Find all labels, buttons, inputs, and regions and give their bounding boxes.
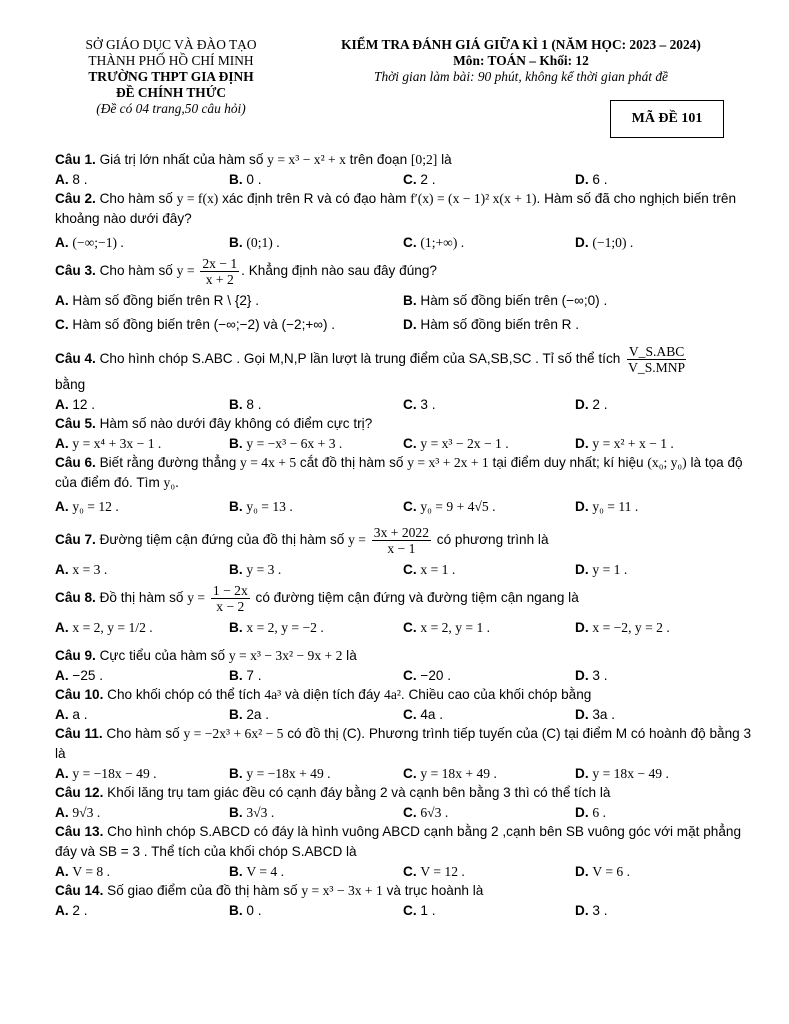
question-number: Câu 7.	[55, 532, 96, 548]
question-number: Câu 14.	[55, 883, 104, 898]
option-d[interactable]	[575, 901, 755, 920]
option-d[interactable]	[575, 618, 755, 637]
pages-note: (Đề có 04 trang,50 câu hỏi)	[96, 101, 246, 116]
option-label: A.	[55, 668, 69, 683]
option-label: D.	[575, 562, 589, 577]
option-a[interactable]	[55, 862, 229, 881]
math-expr: y =	[176, 263, 195, 279]
option-label: A.	[55, 766, 69, 781]
option-label: D.	[575, 235, 589, 250]
stem-text: tại điểm duy nhất; kí hiệu	[488, 455, 648, 470]
option-d[interactable]	[575, 170, 755, 189]
option-label: A.	[55, 562, 69, 577]
option-c[interactable]	[403, 434, 575, 453]
option-label: C.	[403, 172, 417, 187]
option-text: x = 3 .	[72, 562, 108, 577]
option-c[interactable]	[403, 705, 575, 724]
option-text: 3a .	[592, 707, 616, 722]
option-text: 0 .	[246, 172, 262, 187]
option-text: V = 6 .	[592, 864, 631, 879]
option-text: V = 4 .	[246, 864, 285, 879]
option-label: B.	[229, 903, 243, 918]
option-text: V = 8 .	[72, 864, 111, 879]
question-number: Câu 8.	[55, 590, 96, 606]
option-label: A.	[55, 172, 69, 187]
option-label: B.	[403, 293, 417, 308]
option-text: Hàm số đồng biến trên R .	[420, 317, 580, 332]
option-text: 6√3 .	[420, 805, 449, 820]
question-number: Câu 13.	[55, 824, 104, 839]
stem-text: Cho hàm số	[106, 726, 184, 741]
subject-line: Môn: TOÁN – Khối: 12	[453, 53, 589, 68]
question-4	[55, 344, 755, 414]
option-text: 6 .	[592, 172, 608, 187]
question-number: Câu 5.	[55, 416, 96, 431]
option-b[interactable]	[229, 803, 403, 822]
question-3	[55, 256, 755, 335]
option-label: C.	[403, 235, 417, 250]
stem-text: Giá trị lớn nhất của hàm số	[99, 152, 268, 167]
math-expr: 4a²	[384, 687, 401, 702]
option-a[interactable]	[55, 233, 229, 252]
option-label: B.	[229, 805, 243, 820]
option-text: Hàm số đồng biến trên (−∞;−2) và (−2;+∞) .	[72, 317, 336, 332]
option-text: (0;1) .	[246, 235, 280, 250]
option-d[interactable]	[403, 315, 579, 335]
option-label: C.	[403, 436, 417, 451]
option-text: (−∞;−1) .	[72, 235, 124, 250]
option-d[interactable]	[575, 764, 755, 783]
question-1	[55, 150, 755, 189]
stem-text: Cho hình chóp S.ABC . Gọi M,N,P lần lượt là trung điểm của SA,SB,SC . Tỉ số thể tích	[99, 351, 625, 367]
option-b[interactable]	[229, 395, 403, 414]
question-12	[55, 783, 755, 822]
option-text: Hàm số đồng biến trên (−∞;0) .	[420, 293, 608, 308]
fraction-denominator: x − 1	[387, 541, 416, 556]
option-label: B.	[229, 235, 243, 250]
option-text: 2a .	[246, 707, 270, 722]
option-c[interactable]	[403, 862, 575, 881]
stem-text: có đường tiệm cận đứng và đường tiệm cận ngang là	[251, 590, 579, 606]
option-label: C.	[403, 620, 417, 635]
official-label: ĐỀ CHÍNH THỨC	[115, 85, 227, 100]
question-5	[55, 414, 755, 453]
math-expr: y = −2x³ + 6x² − 5	[183, 726, 284, 741]
option-a[interactable]	[55, 395, 229, 414]
stem-text: Đồ thị hàm số	[99, 590, 188, 606]
option-label: C.	[403, 562, 417, 577]
math-expr: y =	[348, 532, 366, 548]
option-c[interactable]	[403, 497, 575, 516]
option-d[interactable]	[575, 862, 755, 881]
option-c[interactable]	[403, 764, 575, 783]
option-text: 3√3 .	[246, 805, 275, 820]
option-text: (1;+∞) .	[420, 235, 465, 250]
question-number: Câu 11.	[55, 726, 103, 741]
math-expr: y = x³ − x² + x	[267, 152, 346, 167]
option-d[interactable]	[575, 497, 755, 516]
math-expr: y =	[187, 590, 206, 606]
option-label: D.	[575, 436, 589, 451]
school-name: TRƯỜNG THPT GIA ĐỊNH	[88, 69, 254, 84]
option-label: B.	[229, 864, 243, 879]
option-c[interactable]	[403, 618, 575, 637]
option-text: y = 1 .	[592, 562, 628, 577]
option-d[interactable]	[575, 434, 755, 453]
fraction-numerator: 1 − 2x	[212, 583, 248, 598]
option-text: V = 12 .	[420, 864, 465, 879]
option-text: 7 .	[246, 668, 262, 683]
option-text: y = x³ − 2x − 1 .	[420, 436, 509, 451]
option-c[interactable]	[403, 901, 575, 920]
option-a[interactable]	[55, 901, 229, 920]
option-text: x = 2, y = −2 .	[246, 620, 324, 635]
option-text: y₀ = 12 .	[72, 499, 119, 514]
option-b[interactable]	[229, 497, 403, 516]
option-text: y₀ = 13 .	[246, 499, 293, 514]
option-text: 3 .	[592, 903, 608, 918]
stem-text: có phương trình là	[433, 532, 549, 548]
option-text: Hàm số đồng biến trên R \ {2} .	[72, 293, 260, 308]
question-14	[55, 881, 755, 920]
option-text: x = 1 .	[420, 562, 456, 577]
exam-title: KIỂM TRA ĐÁNH GIÁ GIỮA KÌ 1 (NĂM HỌC: 2023 – 2024)	[341, 37, 701, 52]
stem-text: là	[342, 648, 357, 663]
question-10	[55, 685, 755, 724]
fraction-denominator: x + 2	[205, 272, 234, 287]
math-expr: f′(x) = (x − 1)² x(x + 1)	[410, 191, 537, 206]
math-expr: y = x³ + 2x + 1	[407, 455, 489, 470]
option-b[interactable]	[229, 901, 403, 920]
option-text: y₀ = 11 .	[592, 499, 639, 514]
stem-text: cắt đồ thị hàm số	[296, 455, 408, 470]
option-c[interactable]	[403, 666, 575, 685]
option-b[interactable]	[229, 618, 403, 637]
option-text: y = x⁴ + 3x − 1 .	[72, 436, 162, 451]
option-text: 2 .	[592, 397, 608, 412]
fraction	[200, 256, 239, 287]
option-text: x = 2, y = 1 .	[420, 620, 491, 635]
option-text: 3 .	[420, 397, 436, 412]
header-right	[288, 37, 754, 85]
option-label: C.	[403, 499, 417, 514]
question-number: Câu 1.	[55, 152, 96, 167]
option-b[interactable]	[229, 764, 403, 783]
option-text: 8 .	[246, 397, 262, 412]
option-label: C.	[403, 805, 417, 820]
option-label: A.	[55, 707, 69, 722]
math-expr: y₀	[163, 475, 176, 490]
fraction	[372, 525, 431, 556]
math-expr: 4a³	[264, 687, 282, 702]
option-a[interactable]	[55, 764, 229, 783]
option-d[interactable]	[575, 560, 755, 579]
stem-text: trên đoạn	[345, 152, 411, 167]
option-text: a .	[72, 707, 88, 722]
option-label: A.	[55, 397, 69, 412]
option-b[interactable]	[229, 666, 403, 685]
org-line-1: SỞ GIÁO DỤC VÀ ĐÀO TẠO	[85, 37, 257, 52]
option-label: B.	[229, 668, 243, 683]
question-number: Câu 9.	[55, 648, 96, 663]
time-note: Thời gian làm bài: 90 phút, không kể thời gian phát đề	[374, 69, 668, 84]
stem-text: Số giao điểm của đồ thị hàm số	[107, 883, 302, 898]
question-number: Câu 4.	[55, 351, 96, 367]
option-label: D.	[575, 766, 589, 781]
option-text: y = 3 .	[246, 562, 282, 577]
option-d[interactable]	[575, 233, 755, 252]
question-number: Câu 12.	[55, 785, 104, 800]
math-expr: y = 4x + 5	[240, 455, 297, 470]
question-6: Câu 6. Biết rằng đường thẳng y = 4x + 5 cắt đồ thị hàm số y = x³ + 2x + 1 tại điểm duy nhất; kí hiệu (x₀; y₀) là tọa độ của điểm đó. Tìm y₀. A. y₀ = 12 . B. y₀ = 13 . C. y₀ = 9 + 4√5 . D. y₀ = 11 .	[55, 453, 755, 516]
option-label: D.	[575, 397, 589, 412]
option-d[interactable]	[575, 666, 755, 685]
option-a[interactable]	[55, 560, 229, 579]
option-text: 9√3 .	[72, 805, 101, 820]
option-label: C.	[403, 397, 417, 412]
stem-text: Khối lăng trụ tam giác đều có cạnh đáy bằng 2 và cạnh bên bằng 3 thì có thể tích là	[107, 785, 611, 800]
stem-text: và trục hoành là	[382, 883, 484, 898]
question-number: Câu 6.	[55, 455, 96, 470]
option-text: 3 .	[592, 668, 608, 683]
option-label: B.	[229, 499, 243, 514]
option-d[interactable]	[575, 803, 755, 822]
option-label: D.	[575, 903, 589, 918]
option-label: D.	[575, 620, 589, 635]
option-label: A.	[55, 499, 69, 514]
option-text: y = x² + x − 1 .	[592, 436, 674, 451]
option-d[interactable]	[575, 705, 755, 724]
option-label: B.	[229, 172, 243, 187]
fraction-denominator: x − 2	[216, 599, 245, 614]
option-label: D.	[575, 805, 589, 820]
stem-text: Cho hàm số	[99, 263, 177, 279]
stem-text: bằng	[55, 377, 86, 392]
stem-text: . Chiều cao của khối chóp bằng	[400, 687, 592, 702]
org-line-2: THÀNH PHỐ HỒ CHÍ MINH	[88, 53, 254, 68]
option-a[interactable]	[55, 434, 229, 453]
question-number: Câu 2.	[55, 191, 96, 206]
option-b[interactable]	[229, 560, 403, 579]
option-c[interactable]	[403, 233, 575, 252]
option-text: y₀ = 9 + 4√5 .	[420, 499, 496, 514]
option-d[interactable]	[575, 395, 755, 414]
stem-text: Cho hàm số	[99, 191, 177, 206]
option-label: B.	[229, 766, 243, 781]
option-text: y = 18x + 49 .	[420, 766, 497, 781]
option-a[interactable]	[55, 497, 229, 516]
option-label: A.	[55, 903, 69, 918]
question-11	[55, 724, 755, 783]
math-expr: (x₀; y₀)	[647, 455, 687, 470]
exam-code: MÃ ĐỀ 101	[631, 111, 703, 126]
option-a[interactable]	[55, 705, 229, 724]
option-b[interactable]	[229, 170, 403, 189]
stem-text: Hàm số nào dưới đây không có điểm cực trị?	[99, 416, 373, 431]
option-label: D.	[575, 707, 589, 722]
stem-text: . Khẳng định nào sau đây đúng?	[241, 263, 437, 279]
option-label: C.	[403, 864, 417, 879]
stem-text: Biết rằng đường thẳng	[99, 455, 241, 470]
option-label: C.	[403, 707, 417, 722]
option-text: 2 .	[420, 172, 436, 187]
option-text: x = −2, y = 2 .	[592, 620, 670, 635]
option-a[interactable]	[55, 618, 229, 637]
math-expr: y = f(x)	[176, 191, 219, 206]
option-text: −20 .	[420, 668, 451, 683]
question-list	[55, 150, 755, 920]
stem-text: Cho hình chóp S.ABCD có đáy là hình vuông ABCD cạnh bằng 2 ,cạnh bên SB vuông góc với mặt phẳng đáy và SB = 3 . Thể tích của khối chóp S.ABCD là	[55, 824, 742, 859]
option-label: D.	[575, 172, 589, 187]
math-expr: [0;2]	[410, 152, 438, 167]
option-text: 6 .	[592, 805, 606, 820]
option-label: D.	[575, 499, 589, 514]
fraction-numerator: 3x + 2022	[373, 525, 430, 540]
option-b[interactable]	[229, 233, 403, 252]
fraction-numerator: 2x − 1	[202, 256, 238, 271]
option-text: y = −x³ − 6x + 3 .	[246, 436, 343, 451]
question-8	[55, 583, 755, 637]
option-label: C.	[55, 317, 69, 332]
option-label: A.	[55, 436, 69, 451]
option-c[interactable]	[403, 560, 575, 579]
stem-text: và diện tích đáy	[281, 687, 385, 702]
option-label: B.	[229, 436, 243, 451]
fraction-denominator: V_S.MNP	[628, 360, 686, 375]
question-number: Câu 10.	[55, 687, 104, 702]
option-text: y = −18x − 49 .	[72, 766, 157, 781]
option-label: D.	[403, 317, 417, 332]
option-label: B.	[229, 397, 243, 412]
option-label: A.	[55, 293, 69, 308]
option-label: C.	[403, 668, 417, 683]
option-label: A.	[55, 235, 69, 250]
option-text: 12 .	[72, 397, 96, 412]
option-label: B.	[229, 707, 243, 722]
option-text: 0 .	[246, 903, 262, 918]
option-c[interactable]	[403, 803, 575, 822]
header-left	[58, 37, 284, 117]
fraction-numerator: V_S.ABC	[628, 344, 685, 359]
stem-text: Đường tiệm cận đứng của đồ thị hàm số	[99, 532, 349, 548]
option-label: C.	[403, 766, 417, 781]
option-c[interactable]	[403, 395, 575, 414]
option-a[interactable]	[55, 170, 229, 189]
fraction	[626, 344, 687, 375]
option-b[interactable]	[403, 291, 607, 311]
option-text: 8 .	[72, 172, 88, 187]
option-label: D.	[575, 668, 589, 683]
option-a[interactable]	[55, 291, 403, 311]
option-label: A.	[55, 805, 69, 820]
option-text: x = 2, y = 1/2 .	[72, 620, 153, 635]
option-b[interactable]	[229, 434, 403, 453]
option-a[interactable]	[55, 666, 229, 685]
exam-code-box	[610, 100, 724, 138]
option-text: y = −18x + 49 .	[246, 766, 331, 781]
question-9	[55, 646, 755, 685]
option-c[interactable]	[403, 170, 575, 189]
math-expr: y = x³ − 3x² − 9x + 2	[228, 648, 343, 663]
stem-text: . Hàm số đã cho nghịch biến trên khoảng nào dưới đây?	[55, 191, 737, 226]
option-label: B.	[229, 562, 243, 577]
option-c[interactable]	[55, 315, 403, 335]
question-7	[55, 525, 755, 579]
option-text: 4a .	[420, 707, 444, 722]
option-a[interactable]	[55, 803, 229, 822]
option-b[interactable]	[229, 862, 403, 881]
stem-text: Cho khối chóp có thể tích	[107, 687, 265, 702]
option-label: A.	[55, 864, 69, 879]
option-label: B.	[229, 620, 243, 635]
stem-text: là	[437, 152, 452, 167]
option-text: (−1;0) .	[592, 235, 634, 250]
option-label: D.	[575, 864, 589, 879]
option-b[interactable]	[229, 705, 403, 724]
stem-text: Cực tiểu của hàm số	[99, 648, 229, 663]
option-text: 2 .	[72, 903, 88, 918]
option-text: 1 .	[420, 903, 436, 918]
option-label: C.	[403, 903, 417, 918]
math-expr: y = x³ − 3x + 1	[301, 883, 383, 898]
option-text: −25 .	[72, 668, 103, 683]
question-13	[55, 822, 755, 881]
question-number: Câu 3.	[55, 263, 96, 279]
stem-text: là tọa độ của điểm đó. Tìm	[55, 455, 743, 490]
fraction	[211, 583, 250, 614]
stem-text: có đồ thị (C). Phương trình tiếp tuyến của (C) tại điểm M có hoành độ bằng 3 là	[55, 726, 752, 761]
option-label: A.	[55, 620, 69, 635]
stem-text: xác định trên R và có đạo hàm	[218, 191, 411, 206]
question-2	[55, 189, 755, 252]
option-text: y = 18x − 49 .	[592, 766, 669, 781]
